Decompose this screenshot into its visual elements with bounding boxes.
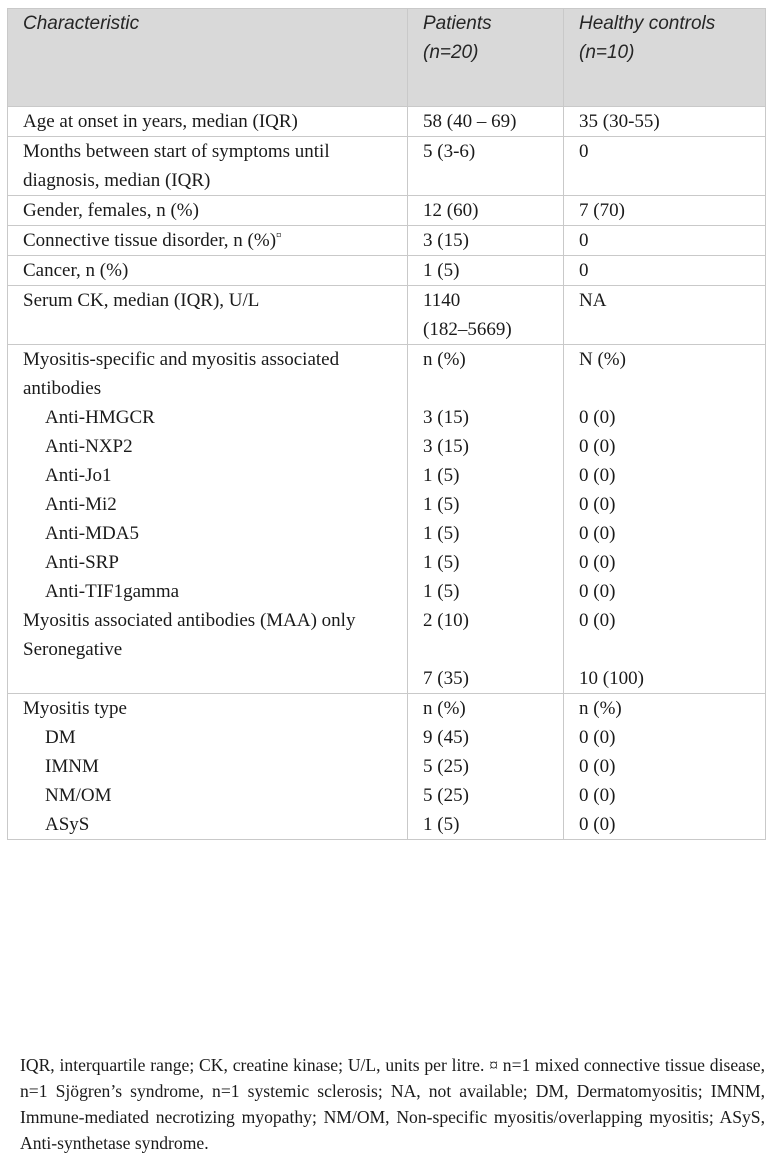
- antibodies-heading-patients: n (%): [423, 349, 466, 370]
- table-row: [8, 256, 766, 286]
- table-header-row: [8, 9, 766, 107]
- myositis-type-patients-value: 5 (25): [423, 756, 469, 777]
- table-row: [8, 137, 766, 196]
- myositis-type-heading-controls: n (%): [579, 698, 622, 719]
- myositis-type-controls-value: 0 (0): [579, 727, 616, 748]
- line-spacer: [423, 635, 548, 664]
- row-controls: 0: [564, 137, 766, 196]
- antibody-controls: 0 (0): [579, 407, 616, 428]
- antibody-controls: 0 (0): [579, 581, 616, 602]
- antibody-controls: 0 (0): [579, 494, 616, 515]
- line-spacer: [579, 374, 750, 403]
- maa-patients: 2 (10): [423, 610, 469, 631]
- myositis-type-patients-value: 9 (45): [423, 727, 469, 748]
- myositis-type-controls-value: 0 (0): [579, 785, 616, 806]
- table-row: [8, 226, 766, 256]
- row-controls: 0: [564, 226, 766, 256]
- row-controls: NA: [564, 286, 766, 345]
- antibody-label: Anti-TIF1gamma: [45, 581, 180, 602]
- header-controls: Healthy controls (n=10): [564, 9, 766, 107]
- antibodies-heading: Myositis-specific and myositis associated antibodies: [23, 349, 340, 399]
- myositis-type-label: DM: [45, 727, 76, 748]
- myositis-type-patients-value: 5 (25): [423, 785, 469, 806]
- line-spacer: [579, 635, 750, 664]
- antibodies-heading-controls: N (%): [579, 349, 626, 370]
- row-label-text: Connective tissue disorder, n (%): [23, 230, 277, 251]
- seronegative-label: Seronegative: [23, 639, 123, 660]
- antibody-label: Anti-Mi2: [45, 494, 117, 515]
- myositis-type-patients: [408, 694, 564, 840]
- myositis-type-labels: [8, 694, 408, 840]
- myositis-type-group-row: [8, 694, 766, 840]
- row-patients: 3 (15): [408, 226, 564, 256]
- row-controls: 0: [564, 256, 766, 286]
- antibody-patients: 1 (5): [423, 552, 460, 573]
- myositis-type-controls-value: 0 (0): [579, 814, 616, 835]
- myositis-type-label: IMNM: [45, 756, 99, 777]
- antibody-controls: 0 (0): [579, 436, 616, 457]
- value-line: 1140: [423, 290, 461, 311]
- table-footnote: IQR, interquartile range; CK, creatine kinase; U/L, units per litre. ¤ n=1 mixed connective tissue disease, n=1 Sjögren’s syndrome, n=1 systemic sclerosis; NA, not available; DM, Dermatomyositis; IMNM, Immune-mediated necrotizing myopathy; NM/OM, Non-specific myositis/overlapping myositis; ASyS, Anti-synthetase syndrome.: [20, 1055, 765, 1153]
- row-label: Serum CK, median (IQR), U/L: [8, 286, 408, 345]
- value-line: (182–5669): [423, 319, 512, 340]
- myositis-type-controls-value: 0 (0): [579, 756, 616, 777]
- antibody-controls: 0 (0): [579, 523, 616, 544]
- antibody-label: Anti-Jo1: [45, 465, 112, 486]
- row-patients: 12 (60): [408, 196, 564, 226]
- row-controls: 7 (70): [564, 196, 766, 226]
- antibody-patients: 1 (5): [423, 465, 460, 486]
- footnote-marker: ¤: [276, 229, 282, 242]
- antibody-label: Anti-MDA5: [45, 523, 139, 544]
- myositis-type-patients-value: 1 (5): [423, 814, 460, 835]
- row-controls: 35 (30-55): [564, 107, 766, 137]
- antibody-patients: 1 (5): [423, 581, 460, 602]
- antibody-patients: 3 (15): [423, 407, 469, 428]
- table-row: [8, 286, 766, 345]
- antibody-label: Anti-SRP: [45, 552, 119, 573]
- seronegative-controls: 10 (100): [579, 668, 644, 689]
- row-label: Cancer, n (%): [8, 256, 408, 286]
- antibodies-patients: [408, 345, 564, 694]
- row-label: Gender, females, n (%): [8, 196, 408, 226]
- antibodies-controls: [564, 345, 766, 694]
- myositis-type-controls: [564, 694, 766, 840]
- row-patients: 1 (5): [408, 256, 564, 286]
- myositis-type-label: ASyS: [45, 814, 90, 835]
- line-spacer: [423, 374, 548, 403]
- antibody-patients: 1 (5): [423, 523, 460, 544]
- row-label: Age at onset in years, median (IQR): [8, 107, 408, 137]
- antibody-patients: 1 (5): [423, 494, 460, 515]
- table-row: [8, 196, 766, 226]
- myositis-type-heading: Myositis type: [23, 698, 127, 719]
- maa-label: Myositis associated antibodies (MAA) only: [23, 610, 356, 631]
- myositis-type-heading-patients: n (%): [423, 698, 466, 719]
- header-patients: Patients (n=20): [408, 9, 564, 107]
- row-patients: 5 (3-6): [408, 137, 564, 196]
- myositis-type-label: NM/OM: [45, 785, 112, 806]
- seronegative-patients: 7 (35): [423, 668, 469, 689]
- row-label: Months between start of symptoms until diagnosis, median (IQR): [8, 137, 408, 196]
- antibodies-labels: [8, 345, 408, 694]
- antibody-controls: 0 (0): [579, 552, 616, 573]
- antibody-label: Anti-HMGCR: [45, 407, 155, 428]
- table-row: [8, 107, 766, 137]
- antibody-patients: 3 (15): [423, 436, 469, 457]
- characteristics-table: [7, 8, 766, 840]
- antibodies-group-row: [8, 345, 766, 694]
- antibody-label: Anti-NXP2: [45, 436, 133, 457]
- row-patients: [408, 286, 564, 345]
- antibody-controls: 0 (0): [579, 465, 616, 486]
- header-characteristic: Characteristic: [8, 9, 408, 107]
- row-patients: 58 (40 – 69): [408, 107, 564, 137]
- row-label: [8, 226, 408, 256]
- maa-controls: 0 (0): [579, 610, 616, 631]
